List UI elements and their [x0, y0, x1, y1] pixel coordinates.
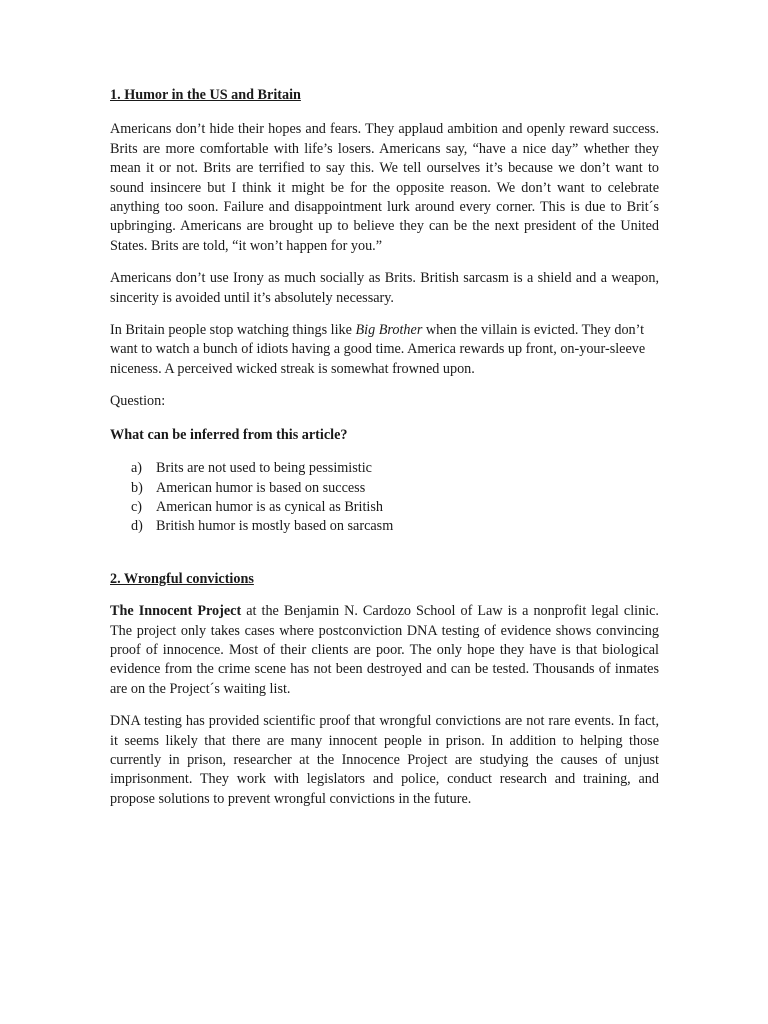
big-brother-title: Big Brother — [355, 322, 423, 339]
question-text: What can be inferred from this article? — [110, 426, 348, 443]
answer-options — [110, 459, 659, 537]
section2-paragraph-1-text: at the Benjamin N. Cardozo School of Law is a nonprofit legal clinic. The project only takes cases where postconviction DNA testing of evidence shows convincing proof of innocence. Most of their clients are poor. The only hope they have is that biological evidence from the crime scene has not been destroyed and can be tested. Thousands of inmates are on the Project´s waiting list. — [110, 603, 659, 697]
option-letter: d) — [131, 518, 143, 535]
option-letter: c) — [131, 498, 143, 515]
paragraph-3-text-start: In Britain people stop watching things like — [110, 322, 356, 339]
option-text: Brits are not used to being pessimistic — [156, 460, 372, 477]
paragraph-3-text-end: when the villain is evicted. They don’t want to watch a bunch of idiots having a good time. America rewards up front, on-your-sleeve niceness. A perceived wicked streak is somewhat frowned upon. — [110, 322, 646, 377]
answer-option-a — [131, 459, 659, 478]
option-text: British humor is mostly based on sarcasm — [156, 518, 394, 535]
option-letter: a) — [131, 460, 143, 477]
question-label: Question: — [110, 393, 166, 410]
option-text: American humor is as cynical as British — [156, 498, 383, 515]
section1-paragraph-2: Americans don’t use Irony as much socially as Brits. British sarcasm is a shield and a weapon, sincerity is avoided until it’s absolutely necessary. — [110, 270, 659, 306]
answer-option-c — [131, 498, 659, 517]
section1-heading: 1. Humor in the US and Britain — [110, 87, 301, 103]
section1-paragraph-3 — [110, 321, 659, 379]
section2-paragraph-1 — [110, 602, 659, 699]
document-page — [110, 86, 659, 809]
option-text: American humor is based on success — [156, 479, 366, 496]
answer-option-b — [131, 479, 659, 498]
option-letter: b) — [131, 479, 143, 496]
section2-paragraph-2: DNA testing has provided scientific proof that wrongful convictions are not rare events. In fact, it seems likely that there are many innocent people in prison. In addition to helping those currently in prison, researcher at the Innocence Project are studying the causes of unjust imprisonment. They work with legislators and police, conduct research and training, and propose solutions to prevent wrongful convictions in the future. — [110, 713, 659, 807]
section2-heading: 2. Wrongful convictions — [110, 570, 254, 587]
section1-paragraph-1: Americans don’t hide their hopes and fears. They applaud ambition and openly reward success. Brits are more comfortable with life’s losers. Americans say, “have a nice day” whether they mean it or not. Brits are terrified to say this. We tell ourselves it’s because we don’t want to sound insincere but I think it might be for the opposite reason. We don’t want to celebrate anything too soon. Failure and disappointment lurk around every corner. This is due to Brit´s upbringing. Americans are brought up to believe they can be the next president of the United States. Brits are told, “it won’t happen for you.” — [110, 121, 659, 254]
answer-option-d — [131, 517, 659, 536]
innocent-project-name: The Innocent Project — [110, 603, 242, 620]
